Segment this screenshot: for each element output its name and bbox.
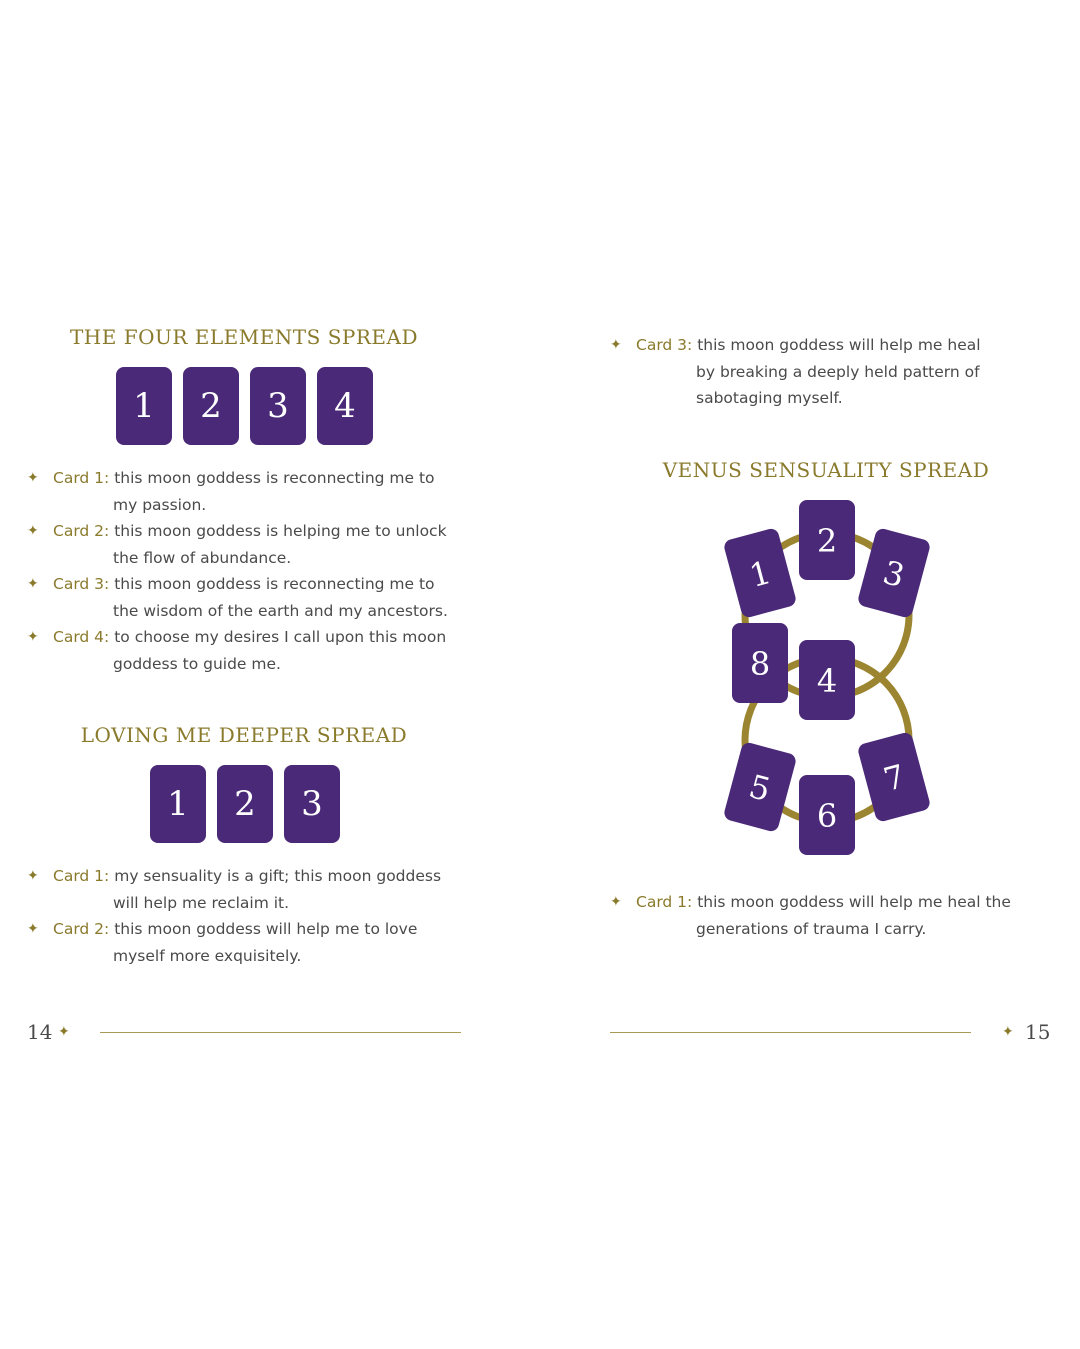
card-description: my sensuality is a gift; this moon goddess (114, 867, 442, 885)
page-number: 15 (1025, 1020, 1051, 1044)
card-number: 7 (879, 756, 910, 799)
card-description: this moon goddess will help me heal (697, 336, 981, 354)
card-description: my passion. (113, 495, 207, 514)
spread-card: 1 (150, 765, 206, 843)
footer-divider (610, 1032, 971, 1033)
footer-divider (100, 1032, 461, 1033)
card-number: 3 (878, 552, 909, 595)
four-elements-cards (116, 367, 373, 445)
spread-card: 2 (183, 367, 239, 445)
four-elements-list (27, 465, 487, 677)
loving-me-deeper-list (27, 863, 487, 969)
list-item (27, 518, 487, 571)
list-item (610, 332, 1050, 412)
loving-me-deeper-cards (150, 765, 340, 843)
card-description: this moon goddess will help me heal the (697, 893, 1011, 911)
card-number: 2 (816, 522, 838, 560)
card-number: 8 (749, 645, 771, 683)
four-point-star-icon: ✦ (27, 576, 39, 592)
spread-card: 3 (250, 367, 306, 445)
spread-card (799, 640, 855, 720)
card-label: Card 3: (636, 336, 693, 354)
spread-card (799, 775, 855, 855)
card-label: Card 1: (636, 893, 693, 911)
four-elements-title: THE FOUR ELEMENTS SPREAD (69, 325, 419, 349)
list-item (27, 465, 487, 518)
page-number: 14 (27, 1020, 53, 1044)
four-point-star-icon: ✦ (610, 894, 622, 910)
continued-list (610, 332, 1050, 412)
spread-card (799, 500, 855, 580)
card-label: Card 2: (53, 920, 110, 938)
four-point-star-icon: ✦ (1002, 1024, 1014, 1040)
card-description: this moon goddess is reconnecting me to (114, 575, 435, 593)
card-description: sabotaging myself. (696, 389, 843, 407)
spread-card (732, 623, 788, 703)
card-description: goddess to guide me. (113, 654, 281, 673)
card-description: the wisdom of the earth and my ancestors. (113, 601, 448, 620)
card-label: Card 4: (53, 628, 110, 646)
loving-me-deeper-title: LOVING ME DEEPER SPREAD (80, 723, 408, 747)
spread-card: 3 (284, 765, 340, 843)
spread-card (723, 741, 798, 833)
card-description: this moon goddess is reconnecting me to (114, 469, 435, 487)
list-item (27, 571, 487, 624)
right-page (540, 0, 1080, 1349)
card-number: 6 (816, 797, 838, 835)
card-label: Card 2: (53, 522, 110, 540)
venus-sensuality-title: VENUS SENSUALITY SPREAD (662, 458, 990, 482)
four-point-star-icon: ✦ (27, 470, 39, 486)
spread-card: 2 (217, 765, 273, 843)
card-number: 5 (744, 766, 775, 809)
card-description: will help me reclaim it. (113, 893, 290, 912)
four-point-star-icon: ✦ (27, 629, 39, 645)
four-point-star-icon: ✦ (27, 921, 39, 937)
four-point-star-icon: ✦ (58, 1024, 70, 1040)
card-description: this moon goddess will help me to love (114, 920, 418, 938)
four-point-star-icon: ✦ (27, 868, 39, 884)
four-point-star-icon: ✦ (27, 523, 39, 539)
card-label: Card 1: (53, 867, 110, 885)
list-item (610, 889, 1060, 942)
card-description: myself more exquisitely. (113, 946, 302, 965)
list-item (27, 624, 487, 677)
spread-card: 1 (116, 367, 172, 445)
card-description: to choose my desires I call upon this moon (114, 628, 447, 646)
card-description: generations of trauma I carry. (696, 919, 927, 938)
card-label: Card 1: (53, 469, 110, 487)
card-number: 1 (745, 552, 776, 595)
card-description: this moon goddess is helping me to unlock (114, 522, 447, 540)
card-description: by breaking a deeply held pattern of (696, 362, 980, 381)
list-item (27, 863, 487, 916)
spread-card: 4 (317, 367, 373, 445)
card-number: 4 (816, 662, 838, 700)
venus-sensuality-list (610, 889, 1060, 942)
four-point-star-icon: ✦ (610, 337, 622, 353)
venus-spread-diagram (710, 495, 940, 865)
list-item (27, 916, 487, 969)
card-label: Card 3: (53, 575, 110, 593)
card-description: the flow of abundance. (113, 548, 292, 567)
